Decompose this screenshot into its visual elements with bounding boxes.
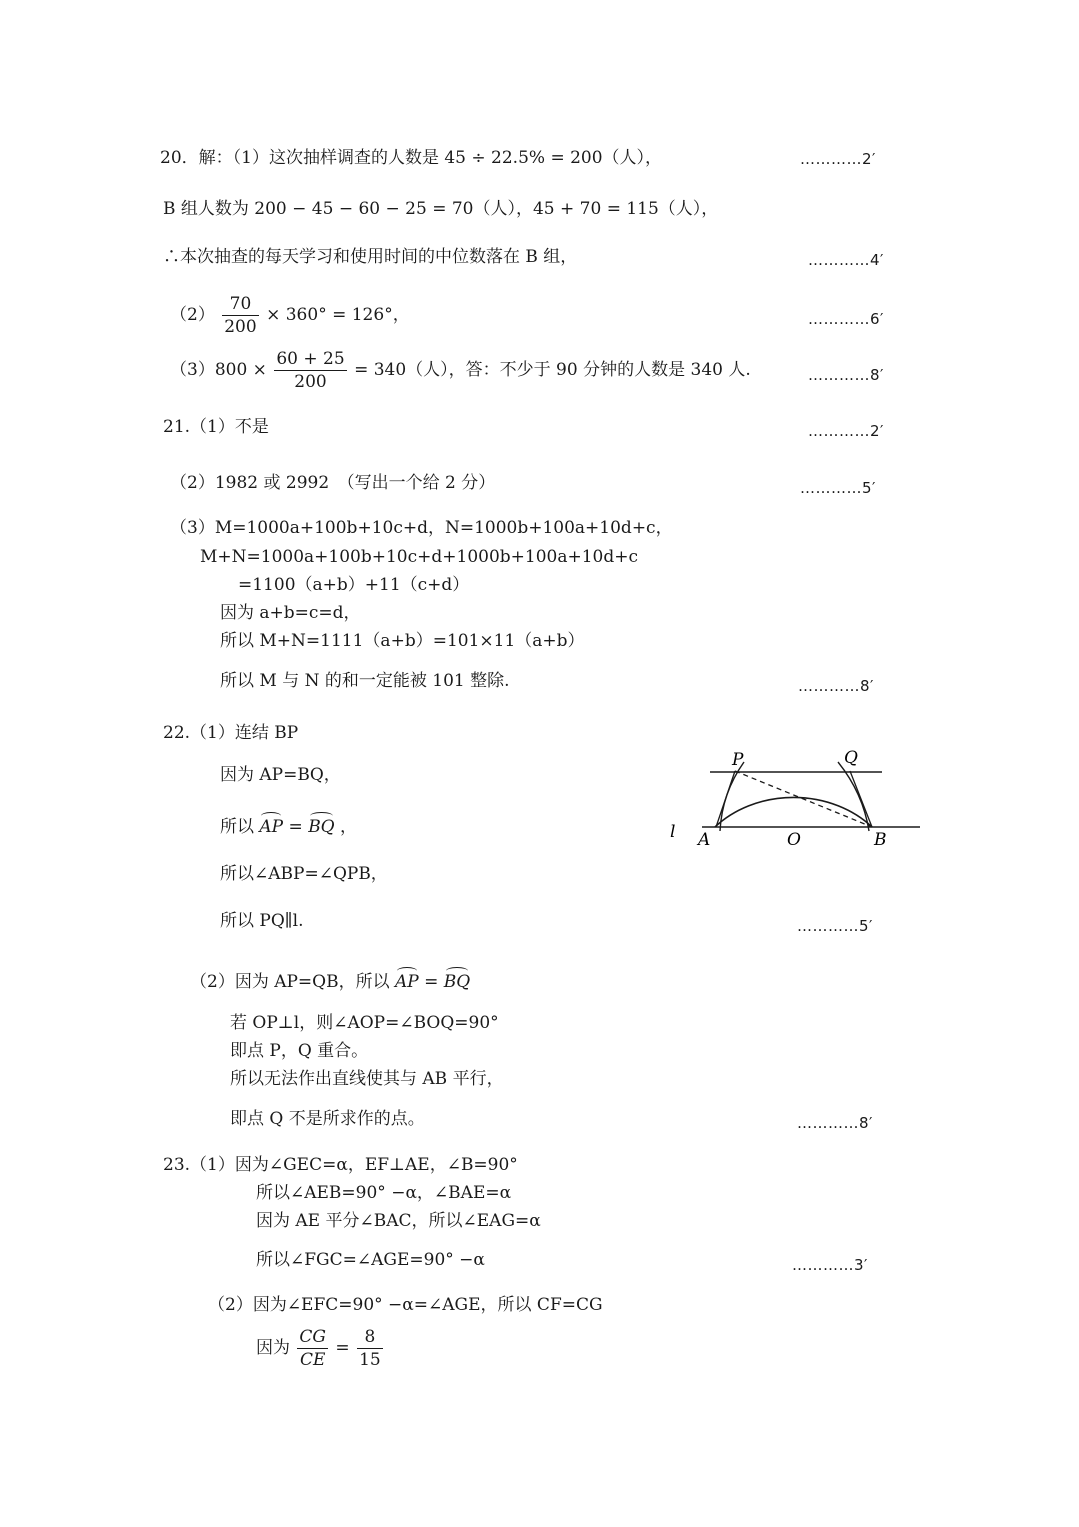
fraction-cg-ce [297,1326,328,1371]
label-b: B [874,830,887,850]
q22-line-4: 所以∠ABP=∠QPB， [220,864,388,884]
q20-line-4 [170,293,410,338]
label-o: O [787,830,801,850]
label-l: l [670,822,676,842]
fraction-numerator: 60 + 25 [276,349,345,369]
q23-line-6 [256,1326,385,1371]
q23-line-1: 23.（1）因为∠GEC=α，EF⊥AE，∠B=90° [163,1155,518,1175]
q20-line-5-prefix: （3）800 × [170,360,267,380]
q21-line-3: （3）M=1000a+100b+10c+d，N=1000b+100a+10d+c， [170,518,673,538]
q22-line-6 [190,966,470,994]
equals-sign-3: = [335,1338,350,1358]
q21-line-1: 21.（1）不是 [163,417,269,437]
q22-score-5: …………5′ [797,917,873,935]
q20-line-4-prefix: （2） [170,305,215,325]
q20-score-4: …………6′ [808,310,884,328]
label-q: Q [844,748,858,768]
q20-score-1: …………2′ [800,150,876,168]
fraction-denominator: 15 [359,1350,381,1370]
q22-line-10: 即点 Q 不是所求作的点。 [230,1109,425,1129]
q21-line-7: 所以 M+N=1111（a+b）=101×11（a+b） [220,631,585,651]
q21-score-8: …………8′ [798,677,874,695]
q20-score-5: …………8′ [808,366,884,384]
fraction-denominator: 200 [224,317,257,337]
q21-score-2: …………5′ [800,479,876,497]
label-a: A [698,830,711,850]
arc-bq-2: BQ [444,966,470,994]
arc-ap-2: AP [395,966,419,994]
dashed-bp [735,771,872,827]
q21-line-5: =1100（a+b）+11（c+d） [238,575,470,595]
arc-bq: BQ [308,811,334,839]
q22-line-9: 所以无法作出直线使其与 AB 平行， [230,1069,504,1089]
q23-line-2: 所以∠AEB=90° −α，∠BAE=α [256,1183,512,1203]
q23-score-4: …………3′ [792,1256,868,1274]
q20-line-1: 20．解：（1）这次抽样调查的人数是 45 ÷ 22.5% = 200（人）， [160,148,663,168]
q20-line-5 [170,348,751,393]
q21-line-2: （2）1982 或 2992 （写出一个给 2 分） [170,473,496,493]
q21-line-8: 所以 M 与 N 的和一定能被 101 整除. [220,671,510,691]
q23-line-4: 所以∠FGC=∠AGE=90° −α [256,1250,485,1270]
q22-score-10: …………8′ [797,1114,873,1132]
q20-line-2: B 组人数为 200 − 45 − 60 − 25 = 70（人），45 + 70 = 115（人）， [163,199,719,219]
q21-line-4: M+N=1000a+100b+10c+d+1000b+100a+10d+c [200,547,639,567]
q22-line-2: 因为 AP=BQ， [220,765,341,785]
q22-line-3-prefix: 所以 [220,817,254,837]
equals-sign-2: = [424,972,439,992]
q21-score-1: …………2′ [808,422,884,440]
fraction-70-200 [222,293,258,338]
fraction-numerator: CG [299,1327,326,1347]
q22-line-6-prefix: （2）因为 AP=QB，所以 [190,972,390,992]
geometry-figure [660,735,930,860]
label-p: P [732,750,744,770]
fraction-denominator: CE [299,1350,326,1370]
q22-line-8: 即点 P，Q 重合。 [230,1041,369,1061]
q20-score-3: …………4′ [808,251,884,269]
fraction-numerator: 8 [357,1326,383,1349]
q23-line-3: 因为 AE 平分∠BAC，所以∠EAG=α [256,1211,541,1231]
semicircle-arc [715,797,872,827]
q20-line-3: ∴本次抽查的每天学习和使用时间的中位数落在 B 组， [163,247,578,267]
fraction-denominator: 200 [294,372,327,392]
q22-line-3 [220,811,357,839]
fraction-85-200 [274,348,346,393]
q23-line-5: （2）因为∠EFC=90° −α=∠AGE，所以 CF=CG [208,1295,603,1315]
q23-line-6-prefix: 因为 [256,1338,290,1358]
arc-ap: AP [259,811,283,839]
q22-line-1: 22.（1）连结 BP [163,723,299,743]
fraction-8-15 [357,1326,383,1371]
q22-line-5: 所以 PQ∥l. [220,911,304,931]
q22-line-3-suffix: ， [340,817,358,837]
q21-line-6: 因为 a+b=c=d， [220,603,361,623]
q20-line-4-suffix: × 360° = 126°， [266,305,410,325]
q22-line-7: 若 OP⊥l，则∠AOP=∠BOQ=90° [230,1013,499,1033]
q20-line-5-suffix: = 340（人），答：不少于 90 分钟的人数是 340 人. [354,360,751,380]
equals-sign: = [288,817,303,837]
fraction-numerator: 70 [222,293,258,316]
